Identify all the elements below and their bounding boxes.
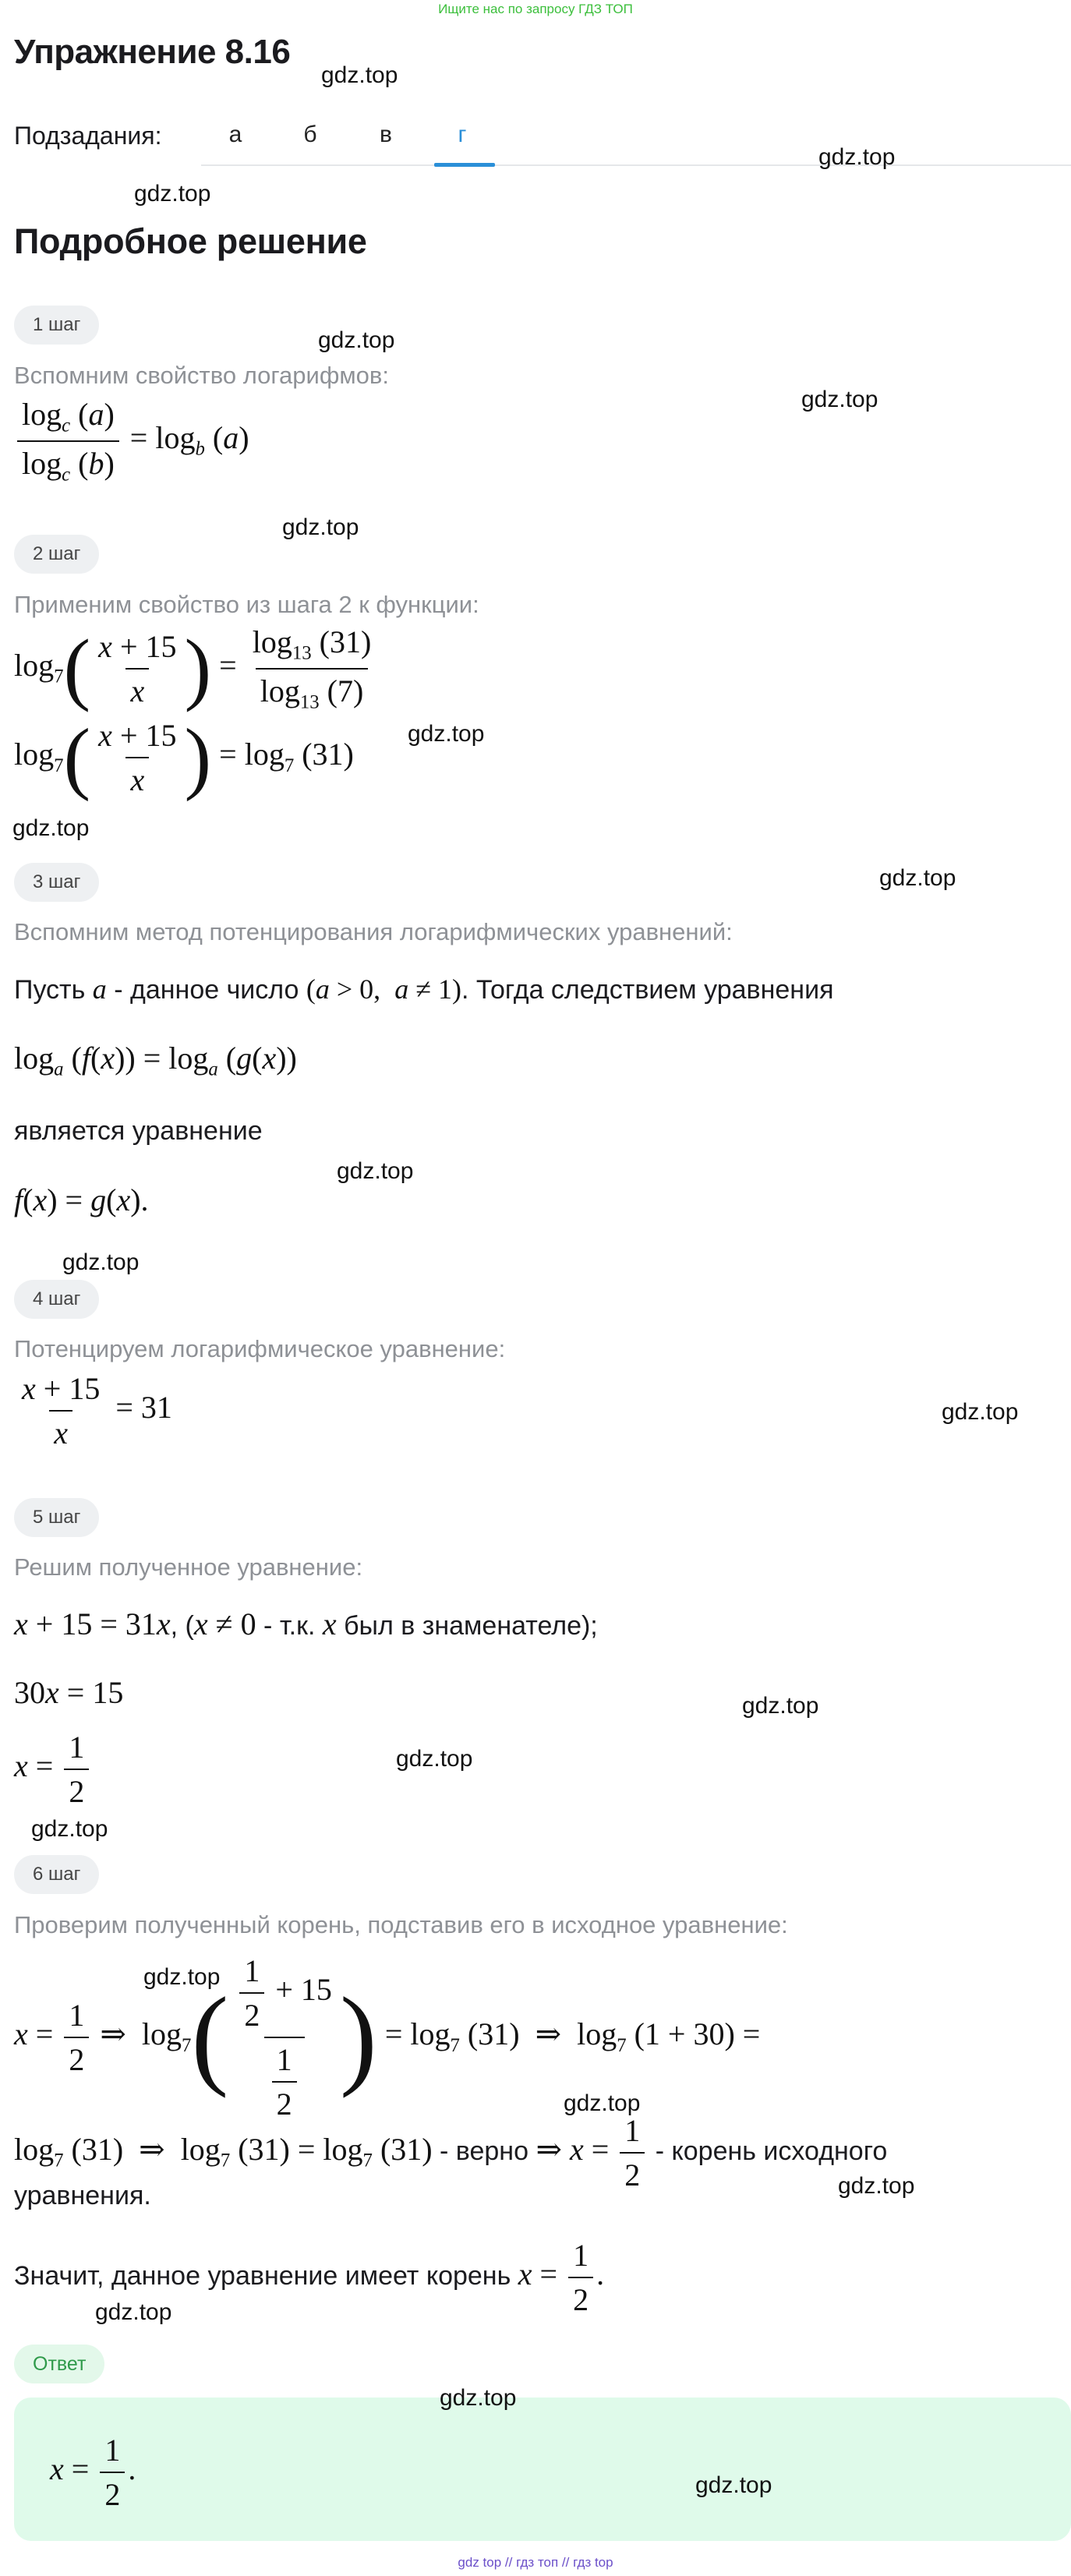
watermark: gdz.top bbox=[318, 327, 395, 353]
text-fragment: был в знаменателе); bbox=[344, 1611, 598, 1641]
watermark: gdz.top bbox=[321, 62, 398, 88]
tab-g[interactable]: г bbox=[458, 122, 467, 147]
tabs-divider bbox=[201, 164, 1071, 166]
step-hint: Применим свойство из шага 2 к функции: bbox=[14, 591, 479, 618]
exercise-title: Упражнение 8.16 bbox=[14, 33, 291, 71]
step-badge: 2 шаг bbox=[14, 535, 99, 574]
math-a-condition: (a > 0, a ≠ 1) bbox=[306, 974, 461, 1005]
math-root: ⇒ x = $\frac{1}{2}$ bbox=[536, 2132, 648, 2167]
step-hint: Потенцируем логарифмическое уравнение: bbox=[14, 1335, 506, 1362]
math-expression: $\log_7 (31)$ ⇒ $\log_7 (31) = \log_7 (31)$ bbox=[14, 2132, 433, 2171]
watermark: gdz.top bbox=[742, 1693, 819, 1719]
text-let-a bbox=[14, 973, 833, 1005]
step-badge: 1 шаг bbox=[14, 306, 99, 345]
watermark: gdz.top bbox=[942, 1399, 1019, 1425]
watermark: gdz.top bbox=[818, 144, 896, 170]
watermark: gdz.top bbox=[282, 514, 359, 540]
text-fragment: Пусть bbox=[14, 975, 86, 1005]
step-badge: 3 шаг bbox=[14, 863, 99, 902]
step-badge: 4 шаг bbox=[14, 1280, 99, 1319]
step-badge: 5 шаг bbox=[14, 1498, 99, 1537]
subtasks-label: Подзадания: bbox=[14, 122, 162, 150]
watermark: gdz.top bbox=[564, 2090, 641, 2116]
math-root: x = $\frac{1}{2}$ . bbox=[518, 2238, 605, 2317]
watermark: gdz.top bbox=[12, 815, 90, 841]
formula-log-equation: $\log_a (f(x)) = \log_a (g(x))$ bbox=[14, 1041, 297, 1080]
text-fragment: , ( bbox=[170, 1611, 194, 1641]
tab-v[interactable]: в bbox=[380, 122, 392, 147]
watermark: gdz.top bbox=[62, 1249, 140, 1275]
watermark: gdz.top bbox=[695, 2472, 772, 2498]
text-fragment: - данное число bbox=[114, 975, 299, 1005]
formula-step4: $\frac{x + 15}{x}$ = 31 bbox=[22, 1371, 172, 1451]
step-hint: Проверим полученный корень, подставив его в исходное уравнение: bbox=[14, 1911, 788, 1938]
watermark: gdz.top bbox=[838, 2173, 915, 2199]
watermark: gdz.top bbox=[143, 1964, 221, 1990]
watermark: gdz.top bbox=[879, 865, 956, 891]
section-title: Подробное решение bbox=[14, 221, 367, 261]
watermark: gdz.top bbox=[408, 721, 485, 747]
formula-step6-a: x = $\frac{1}{2}$ ⇒ $\log_7$( $\frac{1}{2}$ + 15 $\frac{1}{2}$ ) = $\log_7 (31)$ ⇒ $\log_7 (1 + 30)$ = bbox=[14, 1953, 761, 2122]
answer-badge: Ответ bbox=[14, 2345, 104, 2383]
math-expression: x + 15 = 31x bbox=[14, 1606, 171, 1641]
watermark: gdz.top bbox=[95, 2299, 172, 2325]
watermark: gdz.top bbox=[440, 2385, 517, 2411]
text-fragment: . Тогда следствием уравнения bbox=[461, 975, 834, 1005]
watermark: gdz.top bbox=[337, 1158, 414, 1184]
active-tab-indicator bbox=[434, 163, 495, 167]
formula-step2-b: $\log_7$( $\frac{x + 15}{x}$ ) = $\log_7 (31)$ bbox=[14, 712, 354, 802]
watermark: gdz.top bbox=[396, 1746, 473, 1772]
formula-step2-a: $\log_7$( $\frac{x + 15}{x}$ ) = $\frac{\log_{13} (31)}{\log_{13} (7)}$ bbox=[14, 623, 372, 713]
step-hint: Вспомним свойство логарифмов: bbox=[14, 362, 389, 389]
top-search-link[interactable]: Ищите нас по запросу ГДЗ ТОП bbox=[438, 2, 633, 16]
text-fragment: - корень исходного bbox=[655, 2136, 888, 2167]
step-hint: Решим полученное уравнение: bbox=[14, 1553, 363, 1581]
text-fragment: - т.к. bbox=[263, 1611, 316, 1641]
formula-f-eq-g: f(x) = g(x). bbox=[14, 1182, 149, 1217]
watermark: gdz.top bbox=[134, 181, 211, 207]
step-hint: Вспомним метод потенцирования логарифмических уравнений: bbox=[14, 918, 733, 945]
formula-step5-a bbox=[14, 1606, 598, 1642]
text-equation-end: уравнения. bbox=[14, 2181, 151, 2210]
formula-step5-b: 30x = 15 bbox=[14, 1675, 124, 1710]
math-a: a bbox=[92, 974, 107, 1005]
math-x-nonzero: x ≠ 0 bbox=[193, 1606, 256, 1641]
formula-step5-c: x = $\frac{1}{2}$ bbox=[14, 1729, 92, 1810]
math-x: x bbox=[322, 1606, 337, 1641]
tab-b[interactable]: б bbox=[303, 122, 317, 147]
text-fragment: - верно bbox=[440, 2136, 528, 2167]
formula-log-property: $\frac{\log_c (a)}{\log_c (b)}$ = $\log_b (a)$ bbox=[14, 396, 249, 486]
tab-a[interactable]: а bbox=[228, 122, 242, 147]
text-fragment: Значит, данное уравнение имеет корень bbox=[14, 2261, 511, 2292]
footer-links[interactable]: gdz top // гдз топ // гдз top bbox=[458, 2555, 613, 2570]
answer-box bbox=[14, 2398, 1071, 2541]
watermark: gdz.top bbox=[801, 387, 878, 412]
step-badge: 6 шаг bbox=[14, 1855, 99, 1894]
watermark: gdz.top bbox=[31, 1816, 108, 1842]
text-is-equation: является уравнение bbox=[14, 1116, 263, 1146]
answer-formula: x = $\frac{1}{2}$ . bbox=[50, 2433, 136, 2512]
